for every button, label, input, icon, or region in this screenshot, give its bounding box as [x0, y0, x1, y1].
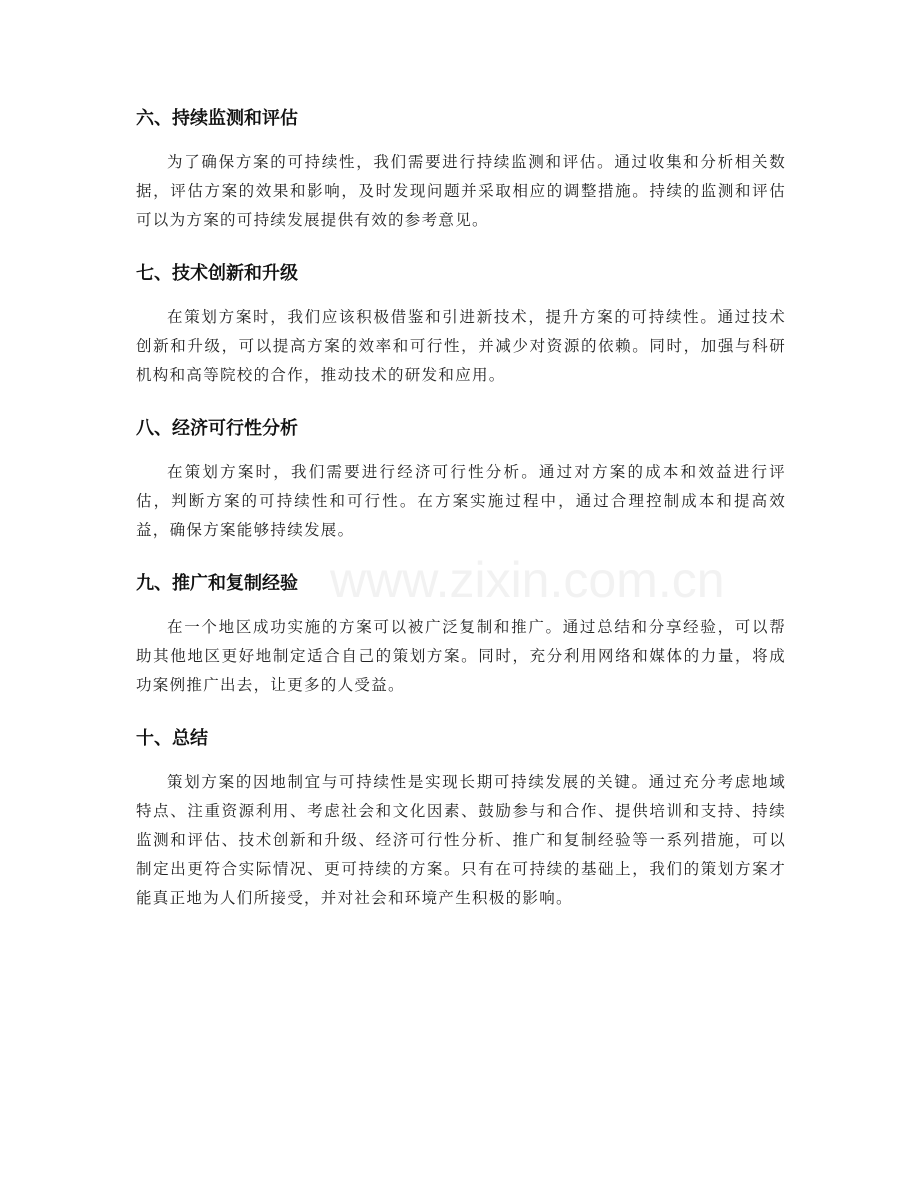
section-body-7: 在策划方案时，我们应该积极借鉴和引进新技术，提升方案的可持续性。通过技术创新和升级，可以提高方案的效率和可行性，并减少对资源的依赖。同时，加强与科研机构和高等院校的合作，推动技术的研发和应用。 — [136, 308, 786, 384]
section-body-9: 在一个地区成功实施的方案可以被广泛复制和推广。通过总结和分享经验，可以帮助其他地区更好地制定适合自己的策划方案。同时，充分利用网络和媒体的力量，将成功案例推广出去，让更多的人受益。 — [136, 618, 786, 694]
document-content — [136, 104, 786, 937]
section-heading-9: 九、推广和复制经验 — [136, 573, 298, 594]
svg-text:www.zixin.com.cn: www.zixin.com.cn — [330, 552, 725, 608]
section-body-6: 为了确保方案的可持续性，我们需要进行持续监测和评估。通过收集和分析相关数据，评估方案的效果和影响，及时发现问题并采取相应的调整措施。持续的监测和评估可以为方案的可持续发展提供有效的参考意见。 — [136, 153, 786, 229]
section-heading-6: 六、持续监测和评估 — [136, 108, 298, 129]
section-body-10: 策划方案的因地制宜与可持续性是实现长期可持续发展的关键。通过充分考虑地域特点、注重资源利用、考虑社会和文化因素、鼓励参与和合作、提供培训和支持、持续监测和评估、技术创新和升级、经济可行性分析、推广和复制经验等一系列措施，可以制定出更符合实际情况、更可持续的方案。只有在可持续的基础上，我们的策划方案才能真正地为人们所接受，并对社会和环境产生积极的影响。 — [136, 773, 786, 907]
section-body-8: 在策划方案时，我们需要进行经济可行性分析。通过对方案的成本和效益进行评估，判断方案的可持续性和可行性。在方案实施过程中，通过合理控制成本和提高效益，确保方案能够持续发展。 — [136, 463, 786, 539]
section-heading-7: 七、技术创新和升级 — [136, 263, 298, 284]
section-heading-10: 十、总结 — [136, 728, 208, 749]
section-heading-8: 八、经济可行性分析 — [136, 418, 298, 439]
